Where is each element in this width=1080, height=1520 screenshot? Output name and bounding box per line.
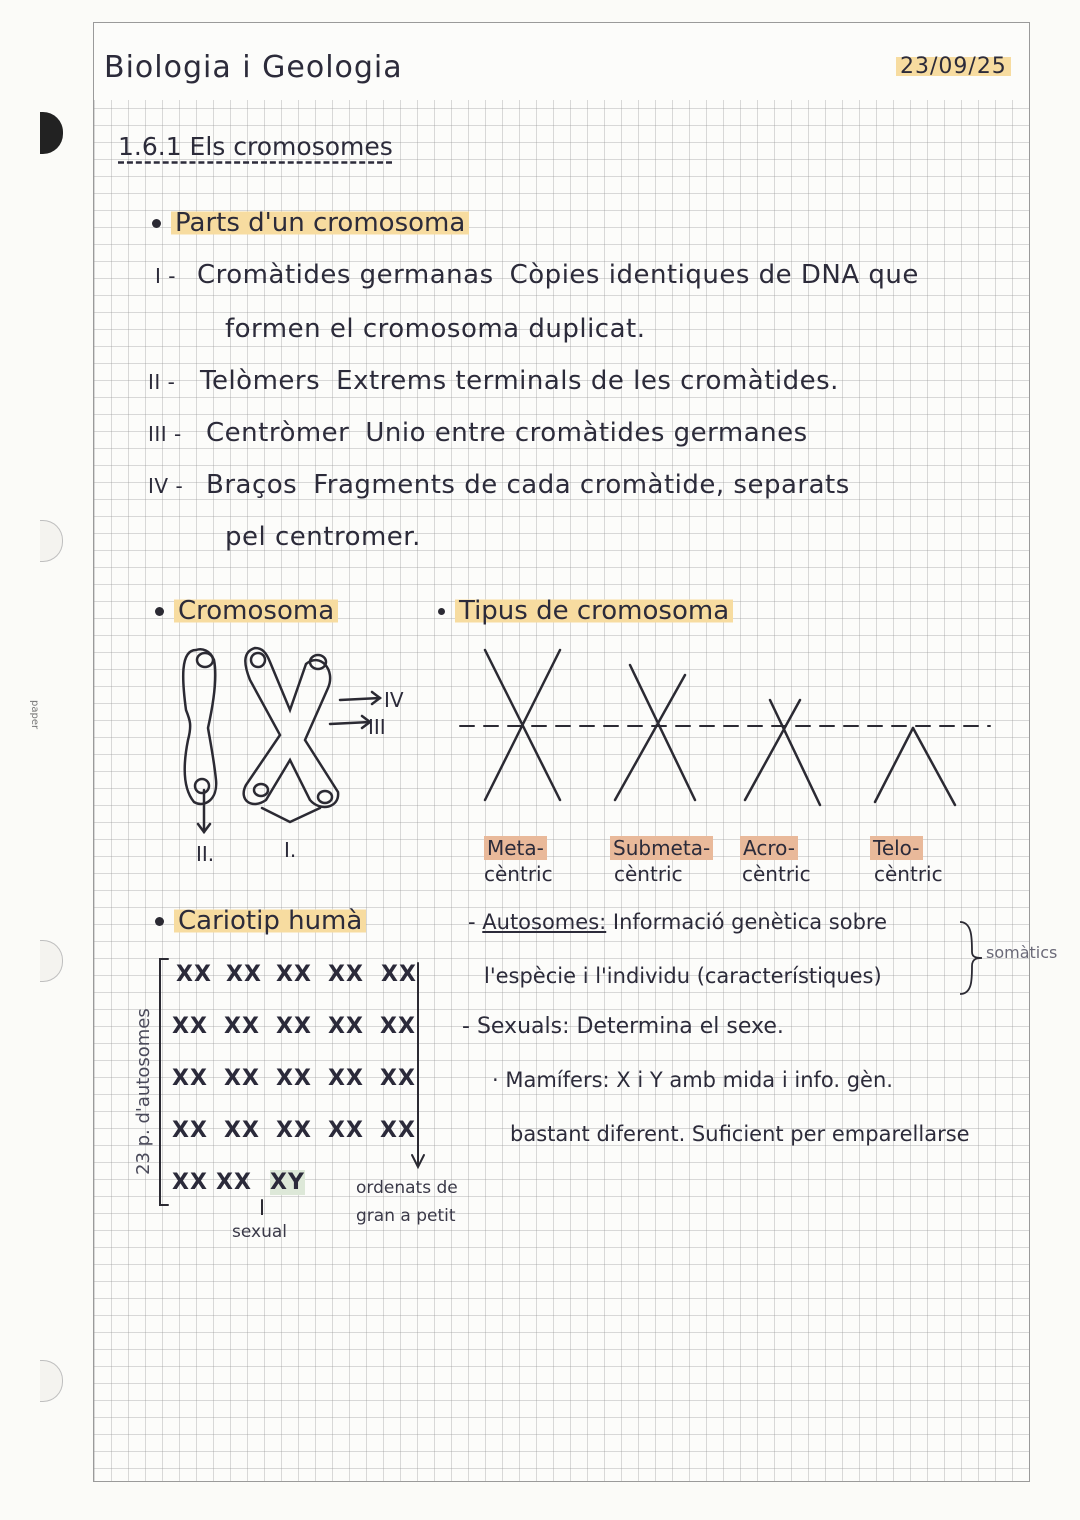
label-iii: III [368,715,386,739]
order-label-1: ordenats de [356,1178,458,1198]
curly-brace [956,918,986,998]
type-acrocentric [740,836,798,860]
sexuals-note [462,1014,784,1039]
item-numeral: I - [155,264,176,288]
item-text: Unio entre cromàtides germanes [365,418,808,448]
cariotip-heading [155,906,366,936]
tipus-heading-text: Tipus de cromosoma [455,596,733,626]
item-numeral: IV - [148,474,184,498]
label-iv: IV [384,688,404,712]
autosomes-text-2: l'espècie i l'individu (característiques) [484,964,882,988]
chromosome-diagram [170,640,420,870]
mamifers-text: Mamífers: X i Y amb mida i info. gèn. [505,1068,893,1092]
autosomes-note [468,910,887,934]
autosomes-term: Autosomes: [482,910,607,934]
type-top: Telo- [870,836,923,860]
dash: - [462,1014,477,1039]
bullet-icon [438,608,445,615]
karyotype-pair: XX [276,1014,312,1039]
sexuals-term: Sexuals: [476,1014,570,1039]
karyotype-pair: XX [176,962,212,987]
binder-hole [40,520,63,562]
item-term: Braços [206,470,298,500]
type-top: Submeta- [610,836,713,860]
item-term: Telòmers [200,366,321,396]
type-bottom: cèntric [874,862,943,886]
parts-item [148,418,808,448]
dash: - [468,910,483,934]
karyotype-pair: XX [276,1066,312,1091]
item-numeral: II - [148,370,176,394]
karyotype-pair: XX [328,1066,364,1091]
parts-heading [152,208,469,238]
karyotype-pair: XX [328,1014,364,1039]
type-top: Meta- [484,836,547,860]
autosomes-text: Informació genètica sobre [612,910,887,934]
parts-item [148,470,850,500]
karyotype-pair: XX [224,1066,260,1091]
bullet-icon [155,607,164,616]
item-text: Extrems terminals de les cromàtides. [336,366,839,396]
bullet-icon [155,917,164,926]
item-text: Còpies identiques de DNA que [509,260,919,290]
item-term: Centròmer [206,418,350,448]
karyotype-pair: XX [216,1170,252,1195]
type-bottom: cèntric [484,862,553,886]
item-term: Cromàtides germanas [197,260,494,290]
bullet-icon [152,219,161,228]
karyotype-pair: XX [172,1170,208,1195]
karyotype-pair: XX [328,962,364,987]
karyotype-pair: XX [381,962,417,987]
karyotype-pair: XX [172,1014,208,1039]
chromosome-types-diagram [455,640,995,815]
type-telocentric [870,836,923,860]
label-i: I. [284,838,297,862]
karyotype-pair: XX [276,962,312,987]
karyotype-pair: XX [380,1066,416,1091]
order-label-2: gran a petit [356,1206,456,1226]
type-bottom: cèntric [742,862,811,886]
binder-hole [40,112,63,154]
cromosoma-heading [155,596,338,626]
binder-hole [40,1360,63,1402]
type-top: Acro- [740,836,798,860]
karyotype-sex-pair: XY [270,1170,305,1195]
subject-title: Biologia i Geologia [104,50,403,85]
sexual-label: sexual [232,1222,287,1242]
karyotype-pair: XX [172,1066,208,1091]
karyotype-pair: XX [380,1118,416,1143]
mamifers-text-2: bastant diferent. Suficient per emparellarse [510,1122,970,1146]
item-text: Fragments de cada cromàtide, separats [313,470,850,500]
somatics-label: somàtics [986,943,1058,962]
type-metacentric [484,836,547,860]
margin-brand-text: paper [29,700,40,730]
mamifers-note [492,1068,893,1092]
date-text: 23/09/25 [896,54,1011,79]
section-title: 1.6.1 Els cromosomes [118,132,393,161]
sexuals-text: Determina el sexe. [576,1014,784,1039]
karyotype-pair: XX [328,1118,364,1143]
item-text-continued: pel centromer. [225,522,421,552]
item-numeral: III - [148,422,182,446]
karyotype-pair: XX [380,1014,416,1039]
binder-hole [40,940,63,982]
type-submetacentric [610,836,713,860]
date-label [896,54,1011,79]
karyotype-pair: XX [172,1118,208,1143]
parts-item [148,366,839,396]
type-bottom: cèntric [614,862,683,886]
karyotype-pair: XX [224,1118,260,1143]
karyotype-side-label: 23 p. d'autosomes [133,1008,154,1175]
karyotype-pair: XX [226,962,262,987]
parts-item [155,260,919,290]
cariotip-heading-text: Cariotip humà [174,906,366,936]
cromosoma-heading-text: Cromosoma [174,596,338,626]
karyotype-pair: XX [224,1014,260,1039]
karyotype-pair: XX [276,1118,312,1143]
tipus-heading [438,596,733,626]
parts-heading-text: Parts d'un cromosoma [171,208,469,238]
item-text-continued: formen el cromosoma duplicat. [225,314,646,344]
label-ii: II. [196,842,215,866]
dot: · [492,1068,506,1092]
